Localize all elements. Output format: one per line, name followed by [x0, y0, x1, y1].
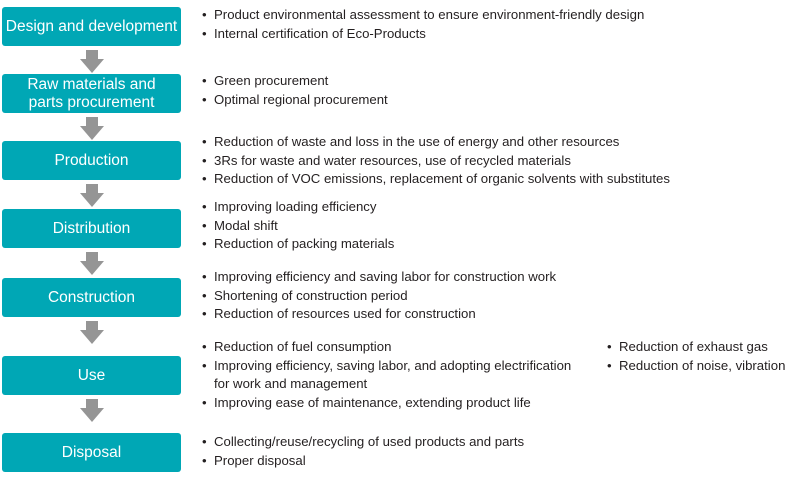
measure-item: • 3Rs for waste and water resources, use of recycled materials	[202, 152, 670, 171]
stage-measures-design-and-development	[202, 6, 644, 43]
measure-item: • Reduction of fuel consumption	[202, 338, 587, 357]
stage-label: Distribution	[52, 219, 131, 237]
stage-box-construction	[2, 278, 181, 317]
stage-box-production	[2, 141, 181, 180]
stage-measures-production	[202, 133, 670, 189]
measure-item: • Shortening of construction period	[202, 287, 556, 306]
measure-item: • Reduction of VOC emissions, replacement of organic solvents with substitutes	[202, 170, 670, 189]
measure-item: • Improving loading efficiency	[202, 198, 394, 217]
stage-measures-disposal	[202, 433, 524, 470]
measure-item: • Collecting/reuse/recycling of used products and parts	[202, 433, 524, 452]
stage-measures-use	[202, 338, 587, 412]
stage-box-use	[2, 356, 181, 395]
measure-item: • Reduction of packing materials	[202, 235, 394, 254]
measure-item: • Reduction of noise, vibration	[607, 357, 785, 376]
stage-label: Production	[54, 151, 129, 169]
stage-box-raw-materials-and-parts-procurement	[2, 74, 181, 113]
stage-box-distribution	[2, 209, 181, 248]
stage-label: Raw materials and parts procurement	[27, 75, 156, 111]
measure-item: • Optimal regional procurement	[202, 91, 388, 110]
measure-item: • Proper disposal	[202, 452, 524, 471]
stage-label: Design and development	[5, 17, 178, 35]
measure-item: • Internal certification of Eco-Products	[202, 25, 644, 44]
stage-label: Construction	[47, 288, 135, 306]
measure-item: • Improving efficiency and saving labor for construction work	[202, 268, 556, 287]
measure-item: • Modal shift	[202, 217, 394, 236]
stage-measures-construction	[202, 268, 556, 324]
measure-item: • Reduction of resources used for construction	[202, 305, 556, 324]
measure-item: • Reduction of waste and loss in the use of energy and other resources	[202, 133, 670, 152]
measure-item: • Improving efficiency, saving labor, and adopting electrification for work and management	[202, 357, 587, 394]
stage-box-design-and-development	[2, 7, 181, 46]
stage-label: Use	[77, 366, 106, 384]
stage-label: Disposal	[61, 443, 122, 461]
stage-box-disposal	[2, 433, 181, 472]
measure-item: • Green procurement	[202, 72, 388, 91]
stage-measures-extra	[607, 338, 785, 375]
measure-item: • Improving ease of maintenance, extending product life	[202, 394, 587, 413]
measure-item: • Reduction of exhaust gas	[607, 338, 785, 357]
stage-measures-raw-materials-and-parts-procurement	[202, 72, 388, 109]
measure-item: • Product environmental assessment to ensure environment-friendly design	[202, 6, 644, 25]
stage-measures-distribution	[202, 198, 394, 254]
